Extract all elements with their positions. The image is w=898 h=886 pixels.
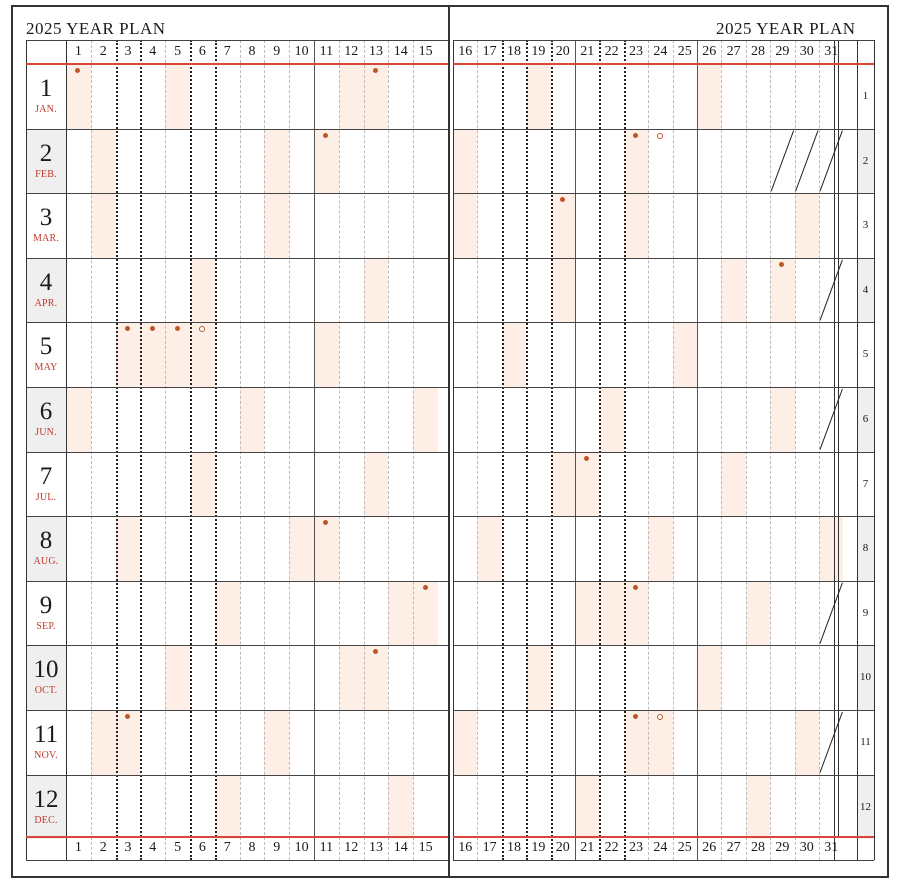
holiday-marker — [560, 197, 565, 202]
weekend-cell — [314, 130, 339, 194]
month-abbreviation: SEP. — [36, 620, 56, 632]
holiday-marker — [373, 68, 378, 73]
weekend-cell — [388, 582, 413, 646]
weekend-cell — [364, 65, 389, 129]
day-header-label: 21 — [580, 44, 595, 59]
weekend-cell — [388, 776, 413, 840]
day-footer-label: 12 — [344, 840, 359, 855]
month-abbreviation: JAN. — [35, 104, 57, 115]
day-separator — [746, 40, 747, 860]
weekend-cell — [116, 517, 141, 581]
day-footer-label: 11 — [319, 840, 334, 855]
last-day-edge — [834, 40, 835, 860]
day-header-label: 1 — [74, 44, 82, 59]
month-number: 11 — [33, 721, 59, 748]
day-footer-label: 25 — [677, 840, 692, 855]
weekend-cell — [413, 582, 438, 646]
right-frame-edge — [453, 40, 454, 860]
day-footer-label: 21 — [580, 840, 595, 855]
holiday-marker — [633, 133, 638, 138]
day-header-label: 19 — [531, 44, 546, 59]
day-footer-label: 28 — [750, 840, 765, 855]
month-row-divider — [453, 710, 874, 711]
month-abbreviation: NOV. — [34, 750, 58, 761]
day-separator — [624, 40, 626, 860]
day-header-label: 20 — [555, 44, 570, 59]
day-separator — [364, 40, 365, 860]
weekend-cell — [648, 711, 672, 775]
day-header-label: 30 — [799, 44, 814, 59]
month-number: 5 — [39, 333, 53, 361]
day-footer-label: 14 — [393, 840, 408, 855]
day-header-label: 14 — [393, 44, 408, 59]
month-row-divider — [26, 193, 448, 194]
day-separator — [526, 40, 528, 860]
weekend-cell — [314, 323, 339, 387]
weekend-cell — [190, 259, 215, 323]
day-header-label: 8 — [248, 44, 256, 59]
book-outer-frame — [11, 5, 889, 878]
weekend-cell — [599, 388, 623, 452]
month-number: 1 — [39, 75, 53, 102]
weekend-cell — [551, 259, 575, 323]
side-month-number: 10 — [860, 671, 871, 684]
weekend-cell — [289, 517, 314, 581]
header-rule-left — [26, 63, 448, 65]
day-separator — [770, 40, 771, 860]
day-footer-label: 23 — [628, 840, 643, 855]
weekend-cell — [648, 517, 672, 581]
weekend-cell — [364, 646, 389, 710]
side-month-number: 12 — [860, 800, 871, 813]
day-separator — [314, 40, 315, 860]
weekend-cell — [66, 65, 91, 129]
weekend-cell — [240, 388, 265, 452]
day-footer-label: 5 — [174, 840, 182, 855]
weekend-cell — [819, 517, 843, 581]
weekend-cell — [575, 582, 599, 646]
day-footer-label: 16 — [458, 840, 473, 855]
day-separator — [575, 40, 576, 860]
weekend-cell — [91, 711, 116, 775]
weekend-cell — [526, 65, 550, 129]
month-number: 3 — [39, 204, 53, 232]
month-row-divider — [453, 322, 874, 323]
side-month-number: 9 — [862, 606, 869, 619]
weekend-cell — [795, 194, 819, 258]
day-separator — [240, 40, 241, 860]
weekend-cell — [116, 711, 141, 775]
day-footer-label: 2 — [99, 840, 107, 855]
day-header-label: 7 — [223, 44, 231, 59]
day-footer-label: 20 — [555, 840, 570, 855]
day-header-label: 25 — [677, 44, 692, 59]
day-header-label: 11 — [319, 44, 334, 59]
holiday-marker — [633, 714, 638, 719]
weekend-cell — [575, 453, 599, 517]
day-header-label: 16 — [458, 44, 473, 59]
weekend-cell — [770, 388, 794, 452]
side-month-number: 8 — [862, 542, 869, 555]
weekend-cell — [624, 582, 648, 646]
month-row-divider — [26, 387, 448, 388]
month-row-divider — [26, 775, 448, 776]
bottom-rule-left — [26, 860, 448, 861]
day-separator — [599, 40, 601, 860]
month-row-divider — [453, 387, 874, 388]
month-number: 10 — [33, 656, 59, 684]
weekend-cell — [364, 259, 389, 323]
month-number: 7 — [39, 462, 53, 490]
day-footer-label: 15 — [418, 840, 433, 855]
top-rule-right — [453, 40, 874, 41]
weekend-cell — [190, 323, 215, 387]
day-footer-label: 3 — [124, 840, 132, 855]
month-number: 12 — [33, 785, 59, 813]
day-separator — [190, 40, 192, 860]
day-header-label: 13 — [368, 44, 383, 59]
month-row-divider — [453, 645, 874, 646]
month-row-divider — [26, 516, 448, 517]
day-separator — [388, 40, 389, 860]
month-row-divider — [453, 129, 874, 130]
day-footer-label: 4 — [149, 840, 157, 855]
day-separator — [289, 40, 290, 860]
weekend-cell — [140, 323, 165, 387]
day-separator — [339, 40, 340, 860]
weekend-cell — [624, 194, 648, 258]
month-abbreviation: FEB. — [35, 168, 57, 180]
weekend-cell — [264, 711, 289, 775]
weekend-cell — [165, 646, 190, 710]
weekend-cell — [746, 776, 770, 840]
weekend-cell — [165, 65, 190, 129]
day-footer-label: 26 — [702, 840, 717, 855]
weekend-cell — [795, 711, 819, 775]
day-separator — [215, 40, 217, 860]
month-abbreviation: OCT. — [34, 685, 58, 697]
weekend-cell — [165, 323, 190, 387]
weekend-cell — [264, 194, 289, 258]
day-separator — [648, 40, 649, 860]
day-footer-label: 17 — [482, 840, 497, 855]
left-page-title: 2025 YEAR PLAN — [26, 19, 166, 38]
day-separator — [721, 40, 722, 860]
day-footer-label: 9 — [273, 840, 281, 855]
weekend-cell — [746, 582, 770, 646]
day-header-label: 6 — [198, 44, 206, 59]
month-row-divider — [453, 581, 874, 582]
month-row-divider — [26, 710, 448, 711]
month-row-divider — [26, 129, 448, 130]
day-separator — [91, 40, 92, 860]
day-header-label: 24 — [653, 44, 668, 59]
month-number: 2 — [39, 139, 53, 167]
day-separator — [697, 40, 698, 860]
header-rule-right — [453, 63, 874, 65]
side-month-number: 7 — [862, 477, 869, 490]
month-row-divider — [453, 193, 874, 194]
month-abbreviation: MAR. — [32, 233, 60, 245]
weekend-cell — [624, 711, 648, 775]
weekend-cell — [91, 194, 116, 258]
day-header-label: 15 — [418, 44, 433, 59]
weekend-cell — [215, 776, 240, 840]
day-header-label: 17 — [482, 44, 497, 59]
weekend-cell — [721, 259, 745, 323]
weekend-cell — [526, 646, 550, 710]
weekend-cell — [697, 646, 721, 710]
bottom-rule-right — [453, 860, 874, 861]
weekend-cell — [66, 388, 91, 452]
top-rule-left — [26, 40, 448, 41]
label-column-edge — [66, 40, 67, 860]
month-row-divider — [26, 452, 448, 453]
book-spine — [448, 5, 450, 878]
month-abbreviation: DEC. — [34, 814, 58, 826]
weekend-cell — [314, 517, 339, 581]
holiday-marker — [633, 585, 638, 590]
day-footer-label: 1 — [74, 840, 82, 855]
month-row-divider — [453, 775, 874, 776]
holiday-marker — [125, 714, 130, 719]
month-row-divider — [26, 322, 448, 323]
day-footer-label: 18 — [506, 840, 521, 855]
day-separator — [264, 40, 265, 860]
day-header-label: 4 — [149, 44, 157, 59]
month-number: 4 — [39, 268, 53, 296]
weekend-cell — [264, 130, 289, 194]
weekend-cell — [477, 517, 501, 581]
day-header-label: 5 — [174, 44, 182, 59]
weekend-cell — [116, 323, 141, 387]
weekend-cell — [339, 646, 364, 710]
month-number: 9 — [39, 591, 53, 619]
right-page-title: 2025 YEAR PLAN — [716, 19, 856, 38]
month-abbreviation: JUL. — [35, 491, 57, 503]
month-row-divider — [453, 452, 874, 453]
day-header-label: 9 — [273, 44, 281, 59]
weekend-cell — [599, 582, 623, 646]
weekend-cell — [91, 130, 116, 194]
day-footer-label: 6 — [198, 840, 206, 855]
day-header-label: 29 — [775, 44, 790, 59]
day-footer-label: 7 — [223, 840, 231, 855]
side-month-number: 11 — [860, 736, 871, 748]
month-row-divider — [26, 258, 448, 259]
side-month-number: 5 — [862, 348, 869, 361]
day-separator — [413, 40, 414, 860]
day-footer-label: 13 — [368, 840, 383, 855]
day-header-label: 27 — [726, 44, 741, 59]
month-row-divider — [26, 581, 448, 582]
day-footer-label: 24 — [653, 840, 668, 855]
month-row-divider — [453, 258, 874, 259]
month-number: 6 — [39, 398, 53, 425]
side-month-number: 4 — [862, 283, 869, 296]
side-month-number: 6 — [862, 413, 869, 425]
day-footer-label: 31 — [824, 840, 839, 855]
day-footer-label: 29 — [775, 840, 790, 855]
month-abbreviation: APR. — [34, 297, 58, 309]
day-separator — [819, 40, 820, 860]
day-separator — [551, 40, 553, 860]
side-month-number: 3 — [862, 219, 869, 232]
day-separator — [116, 40, 118, 860]
day-header-label: 26 — [702, 44, 717, 59]
month-abbreviation: AUG. — [33, 556, 59, 568]
weekend-cell — [339, 65, 364, 129]
day-separator — [795, 40, 796, 860]
day-header-label: 31 — [824, 44, 839, 59]
day-header-label: 28 — [750, 44, 765, 59]
day-header-label: 23 — [628, 44, 643, 59]
holiday-marker — [423, 585, 428, 590]
side-month-number: 2 — [862, 154, 869, 167]
weekend-cell — [770, 259, 794, 323]
day-footer-label: 10 — [294, 840, 309, 855]
weekend-cell — [551, 453, 575, 517]
day-header-label: 10 — [294, 44, 309, 59]
day-footer-label: 27 — [726, 840, 741, 855]
weekend-cell — [364, 453, 389, 517]
weekend-cell — [697, 65, 721, 129]
day-footer-label: 19 — [531, 840, 546, 855]
day-footer-label: 30 — [799, 840, 814, 855]
month-row-divider — [26, 645, 448, 646]
holiday-marker — [584, 456, 589, 461]
weekend-cell — [673, 323, 697, 387]
weekend-cell — [215, 582, 240, 646]
day-header-label: 2 — [99, 44, 107, 59]
weekend-cell — [190, 453, 215, 517]
weekend-cell — [453, 130, 477, 194]
day-separator — [502, 40, 504, 860]
outer-right-edge — [874, 40, 875, 860]
weekend-cell — [453, 711, 477, 775]
month-abbreviation: JUN. — [35, 427, 57, 438]
day-header-label: 22 — [604, 44, 619, 59]
weekend-cell — [502, 323, 526, 387]
weekend-cell — [624, 130, 648, 194]
weekend-cell — [575, 776, 599, 840]
month-abbreviation: MAY — [34, 362, 58, 374]
day-footer-label: 8 — [248, 840, 256, 855]
day-separator — [477, 40, 478, 860]
weekend-cell — [551, 194, 575, 258]
day-separator — [673, 40, 674, 860]
weekend-cell — [453, 194, 477, 258]
side-column-left — [838, 40, 839, 836]
weekend-cell — [721, 453, 745, 517]
day-header-label: 3 — [124, 44, 132, 59]
day-separator — [165, 40, 166, 860]
day-header-label: 18 — [506, 44, 521, 59]
weekend-cell — [413, 388, 438, 452]
month-row-divider — [453, 516, 874, 517]
side-month-number: 1 — [862, 90, 869, 102]
day-separator — [140, 40, 142, 860]
day-header-label: 12 — [344, 44, 359, 59]
month-number: 8 — [39, 527, 53, 555]
day-footer-label: 22 — [604, 840, 619, 855]
